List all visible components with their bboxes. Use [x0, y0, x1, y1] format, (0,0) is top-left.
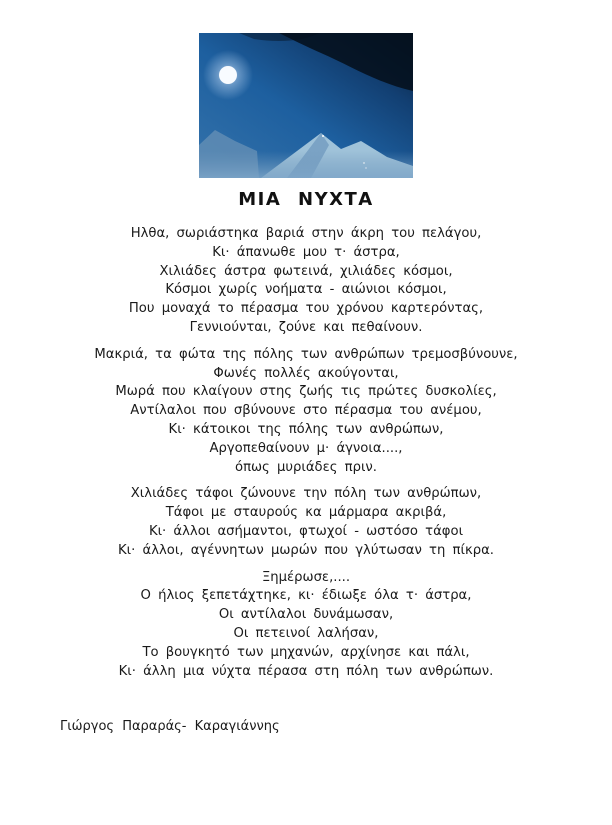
- poem-line: Κι· άπανωθε μου τ· άστρα,: [212, 244, 400, 260]
- poem-line: Γεννιούνται, ζούνε και πεθαίνουν.: [189, 319, 423, 335]
- poem-title: ΜΙΑ ΝΥΧΤΑ: [238, 189, 374, 210]
- fog-band: [199, 151, 413, 178]
- poem-line: Το βουγκητό των μηχανών, αρχίνησε και πάλι,: [142, 644, 470, 660]
- poem-line: Ξημέρωσε,....: [261, 569, 351, 585]
- night-landscape-photo: [199, 33, 413, 178]
- poem-line: Μωρά που κλαίγουν στης ζωής τις πρώτες δυσκολίες,: [115, 384, 497, 400]
- poem-body: [0, 225, 612, 681]
- poem-line: Μακριά, τα φώτα της πόλης των ανθρώπων τρεμοσβύνουνε,: [94, 346, 518, 362]
- document-page: [0, 33, 612, 825]
- stanza-1: [0, 225, 612, 338]
- poem-line: Ο ήλιος ξεπετάχτηκε, κι· έδιωξε όλα τ· άστρα,: [140, 588, 472, 604]
- poem-line: Οι πετεινοί λαλήσαν,: [233, 625, 379, 641]
- poem-line: Χιλιάδες τάφοι ζώνουνε την πόλη των ανθρώπων,: [130, 486, 482, 502]
- poem-line: Που μοναχά το πέρασμα του χρόνου καρτερόντας,: [128, 301, 484, 317]
- poem-line: Κόσμοι χωρίς νοήματα - αιώνιοι κόσμοι,: [165, 282, 447, 298]
- poem-line: Ηλθα, σωριάστηκα βαριά στην άκρη του πελάγου,: [130, 226, 482, 241]
- author-signature: Γιώργος Παραράς- Καραγιάννης: [60, 719, 280, 735]
- moon-icon: [219, 66, 237, 84]
- poem-line: Αργοπεθαίνουν μ· άγνοια....,: [209, 440, 403, 456]
- slope-light-dot: [322, 135, 324, 137]
- poem-line: Χιλιάδες άστρα φωτεινά, χιλιάδες κόσμοι,: [159, 263, 453, 279]
- stanza-3: [0, 485, 612, 560]
- stanza-4: [0, 569, 612, 682]
- poem-line: Κι· άλλοι, αγέννητων μωρών που γλύτωσαν τη πίκρα.: [118, 542, 494, 558]
- poem-line: Οι αντίλαλοι δυνάμωσαν,: [218, 607, 394, 623]
- poem-line: Αντίλαλοι που σβύνουνε στο πέρασμα του ανέμου,: [130, 403, 482, 419]
- poem-line: Κι· κάτοικοι της πόλης των ανθρώπων,: [168, 421, 444, 437]
- poem-line: Φωνές πολλές ακούγονται,: [213, 365, 399, 381]
- stanza-2: [0, 346, 612, 478]
- poem-line: Κι· άλλη μια νύχτα πέρασα στη πόλη των ανθρώπων.: [118, 663, 494, 679]
- poem-line: Κι· άλλοι ασήμαντοι, φτωχοί - ωστόσο τάφοι: [148, 523, 464, 539]
- poem-line: όπως μυριάδες πριν.: [235, 459, 377, 475]
- poem-line: Τάφοι με σταυρούς κα μάρμαρα ακριβά,: [165, 505, 447, 521]
- night-landscape-image: [199, 33, 413, 178]
